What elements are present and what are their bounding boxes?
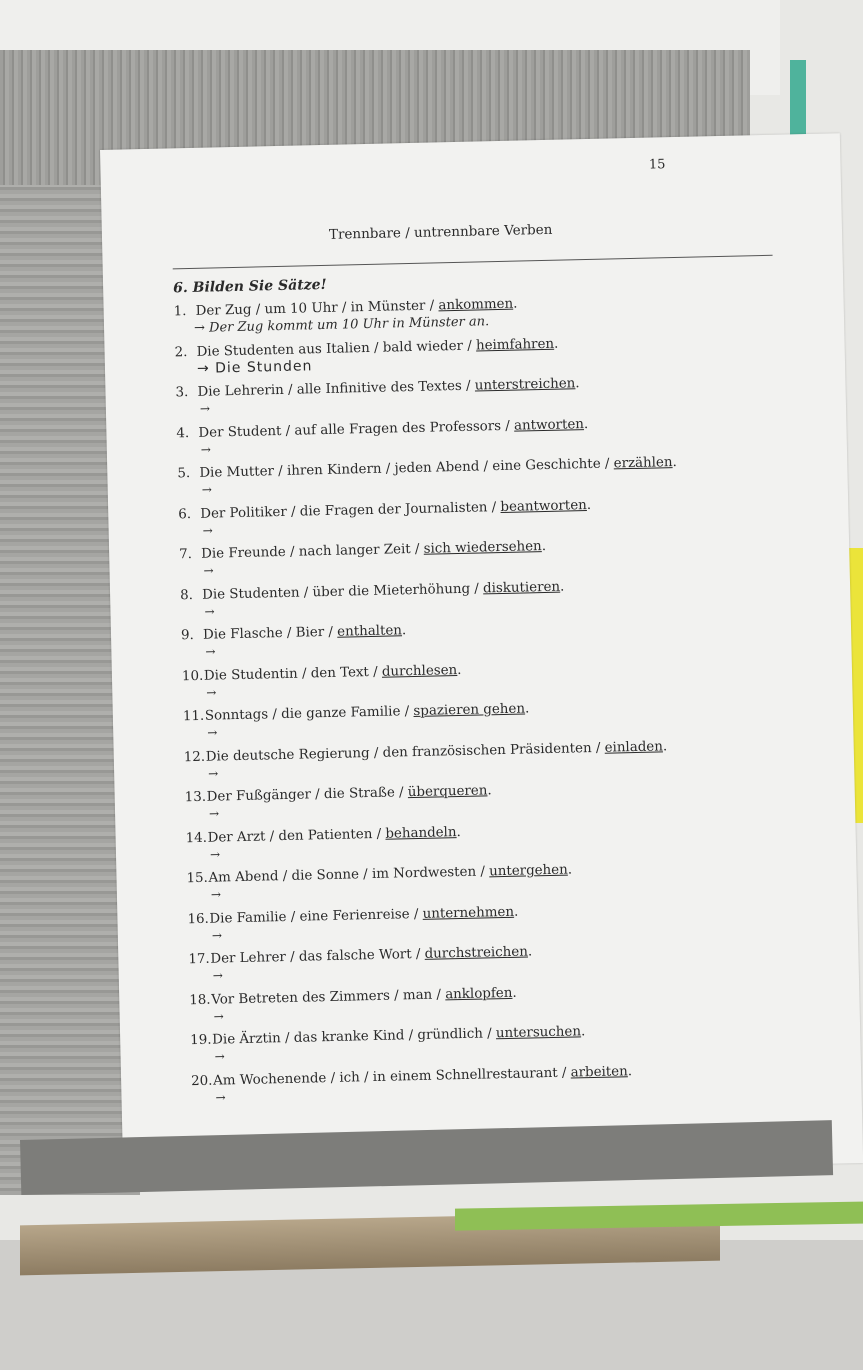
item-verb: untersuchen bbox=[495, 1024, 582, 1042]
exercise-item: 12.Die deutsche Regierung / den französischen Präsidenten / einladen. → bbox=[183, 738, 668, 781]
exercise-item: 16.Die Familie / eine Ferienreise / unternehmen. → bbox=[187, 904, 519, 943]
answer-arrow: → bbox=[201, 482, 212, 497]
answer-arrow: → bbox=[200, 442, 212, 457]
item-verb: arbeiten bbox=[570, 1063, 628, 1081]
exercise-title: 6. Bilden Sie Sätze! bbox=[172, 276, 327, 297]
item-number: 5. bbox=[177, 466, 191, 482]
exercise-item: 11.Sonntags / die ganze Familie / spazieren gehen. → bbox=[182, 701, 530, 740]
item-number: 10. bbox=[181, 668, 204, 684]
answer-arrow: → bbox=[202, 523, 213, 538]
item-number: 20. bbox=[190, 1073, 213, 1089]
running-head: Trennbare / untrennbare Verben bbox=[328, 221, 553, 243]
item-prompt: Die Familie / eine Ferienreise / bbox=[209, 906, 423, 927]
item-prompt: Der Student / auf alle Fragen des Professors / bbox=[198, 418, 515, 441]
item-verb: erzählen bbox=[613, 455, 673, 472]
answer-arrow: → bbox=[205, 644, 216, 659]
item-prompt: Die deutsche Regierung / den französischen Präsidenten / bbox=[205, 740, 605, 765]
answer-arrow: → bbox=[204, 604, 215, 619]
item-number: 12. bbox=[183, 749, 206, 765]
page-content bbox=[170, 154, 790, 1105]
textbook-page bbox=[100, 133, 863, 1180]
item-verb: beantworten bbox=[500, 497, 587, 515]
exercise-item: 13.Der Fußgänger / die Straße / überqueren. → bbox=[184, 783, 492, 821]
item-prompt: Vor Betreten des Zimmers / man / bbox=[211, 986, 446, 1008]
exercise-item: 17.Der Lehrer / das falsche Wort / durchstreichen. → bbox=[188, 944, 533, 983]
item-verb: heimfahren bbox=[475, 336, 555, 354]
item-verb: unterstreichen bbox=[474, 376, 576, 394]
item-verb: durchlesen bbox=[381, 662, 458, 680]
item-prompt: Sonntags / die ganze Familie / bbox=[204, 704, 414, 724]
exercise-item: 2. Die Studenten aus Italien / bald wieder / heimfahren. → Die Stunden bbox=[174, 336, 559, 377]
item-verb: unternehmen bbox=[422, 904, 515, 922]
exercise-item: 20.Am Wochenende / ich / in einem Schnellrestaurant / arbeiten. → bbox=[190, 1063, 633, 1105]
exercise-item: 10.Die Studentin / den Text / durchlesen. → bbox=[181, 662, 462, 700]
item-verb: überqueren bbox=[407, 783, 488, 801]
exercise-list bbox=[173, 290, 791, 1113]
item-number: 14. bbox=[185, 830, 208, 846]
item-number: 19. bbox=[190, 1032, 212, 1049]
answer-arrow: → bbox=[214, 1049, 225, 1064]
item-number: 4. bbox=[176, 425, 190, 441]
item-number: 16. bbox=[187, 911, 209, 927]
item-verb: einladen bbox=[604, 738, 664, 756]
exercise-item: 5. Die Mutter / ihren Kindern / jeden Abend / eine Geschichte / erzählen. → bbox=[177, 454, 677, 497]
item-number: 7. bbox=[179, 547, 193, 563]
answer-arrow: → bbox=[211, 927, 223, 943]
item-number: 6. bbox=[178, 506, 192, 522]
exercise-item: 18.Vor Betreten des Zimmers / man / anklopfen. → bbox=[189, 985, 517, 1024]
item-prompt: Der Politiker / die Fragen der Journalisten / bbox=[200, 499, 501, 522]
answer-arrow: → bbox=[207, 725, 218, 740]
item-prompt: Die Studenten / über die Mieterhöhung / bbox=[201, 580, 484, 603]
answer-arrow: → bbox=[215, 1089, 226, 1105]
item-verb: antworten bbox=[513, 416, 585, 434]
exercise-item: 15.Am Abend / die Sonne / im Nordwesten / untergehen. → bbox=[186, 862, 573, 902]
exercise-item: 4. Der Student / auf alle Fragen des Professors / antworten. → bbox=[176, 416, 589, 457]
item-prompt: Die Studenten aus Italien / bald wieder / bbox=[196, 338, 477, 360]
item-number: 2. bbox=[174, 344, 188, 360]
item-prompt: Der Fußgänger / die Straße / bbox=[206, 785, 408, 805]
item-verb: enthalten bbox=[337, 623, 403, 640]
item-number: 18. bbox=[189, 992, 211, 1008]
answer-arrow: → bbox=[208, 765, 219, 781]
answer-arrow: → bbox=[203, 563, 214, 578]
item-verb: behandeln bbox=[385, 824, 457, 842]
exercise-item: 6. Der Politiker / die Fragen der Journalisten / beantworten. → bbox=[178, 497, 592, 538]
header-rule bbox=[173, 255, 773, 270]
item-number: 11. bbox=[182, 708, 205, 725]
exercise-item: 19.Die Ärztin / das kranke Kind / gründlich / untersuchen. → bbox=[190, 1024, 586, 1064]
item-verb: ankommen bbox=[438, 296, 514, 314]
item-prompt: Die Lehrerin / alle Infinitive des Textes / bbox=[197, 378, 476, 400]
item-verb: spazieren gehen bbox=[413, 701, 526, 720]
item-verb: sich wiedersehen bbox=[423, 539, 542, 557]
item-number: 9. bbox=[180, 627, 194, 644]
item-prompt: Die Studentin / den Text / bbox=[203, 664, 383, 684]
page-number: 15 bbox=[648, 157, 666, 173]
item-number: 13. bbox=[184, 789, 207, 806]
answer-arrow: → bbox=[212, 968, 223, 983]
answer-arrow: → bbox=[213, 1008, 224, 1024]
item-verb: untergehen bbox=[488, 862, 568, 880]
item-number: 17. bbox=[188, 951, 210, 968]
example-answer: → Der Zug kommt um 10 Uhr in Münster an. bbox=[193, 314, 490, 336]
item-prompt: Die Flasche / Bier / bbox=[202, 624, 338, 643]
item-verb: durchstreichen bbox=[424, 944, 529, 962]
answer-arrow: → bbox=[199, 401, 211, 416]
exercise-item: 8. Die Studenten / über die Mieterhöhung / diskutieren. → bbox=[179, 579, 565, 619]
exercise-item: 1. Der Zug / um 10 Uhr / in Münster / ankommen. → Der Zug kommt um 10 Uhr in Münster an. bbox=[173, 296, 518, 336]
item-number: 15. bbox=[186, 870, 209, 887]
answer-arrow: → bbox=[206, 685, 217, 700]
exercise-item: 9. Die Flasche / Bier / enthalten. → bbox=[180, 623, 407, 659]
item-prompt: Der Lehrer / das falsche Wort / bbox=[210, 946, 425, 967]
item-prompt: Die Mutter / ihren Kindern / jeden Abend / eine Geschichte / bbox=[199, 456, 614, 481]
exercise-item: 14.Der Arzt / den Patienten / behandeln. → bbox=[185, 824, 461, 862]
item-verb: diskutieren bbox=[482, 579, 561, 596]
item-prompt: Die Ärztin / das kranke Kind / gründlich / bbox=[212, 1026, 497, 1048]
item-number: 3. bbox=[175, 385, 189, 401]
answer-arrow: → bbox=[208, 806, 220, 821]
answer-arrow: → bbox=[210, 887, 222, 902]
answer-arrow: → bbox=[209, 846, 221, 862]
item-prompt: Am Wochenende / ich / in einem Schnellrestaurant / bbox=[212, 1065, 571, 1089]
exercise-item: 7. Die Freunde / nach langer Zeit / sich wiedersehen. → bbox=[179, 538, 547, 578]
item-number: 1. bbox=[173, 304, 187, 320]
exercise-item: 3. Die Lehrerin / alle Infinitive des Textes / unterstreichen. → bbox=[175, 376, 580, 416]
item-prompt: Der Zug / um 10 Uhr / in Münster / bbox=[195, 298, 439, 319]
item-prompt: Die Freunde / nach langer Zeit / bbox=[201, 541, 424, 562]
handwritten-answer: → Die Stunden bbox=[196, 357, 313, 377]
item-prompt: Der Arzt / den Patienten / bbox=[207, 826, 386, 846]
item-number: 8. bbox=[179, 587, 194, 603]
item-verb: anklopfen bbox=[445, 985, 513, 1002]
item-prompt: Am Abend / die Sonne / im Nordwesten / bbox=[208, 864, 490, 886]
